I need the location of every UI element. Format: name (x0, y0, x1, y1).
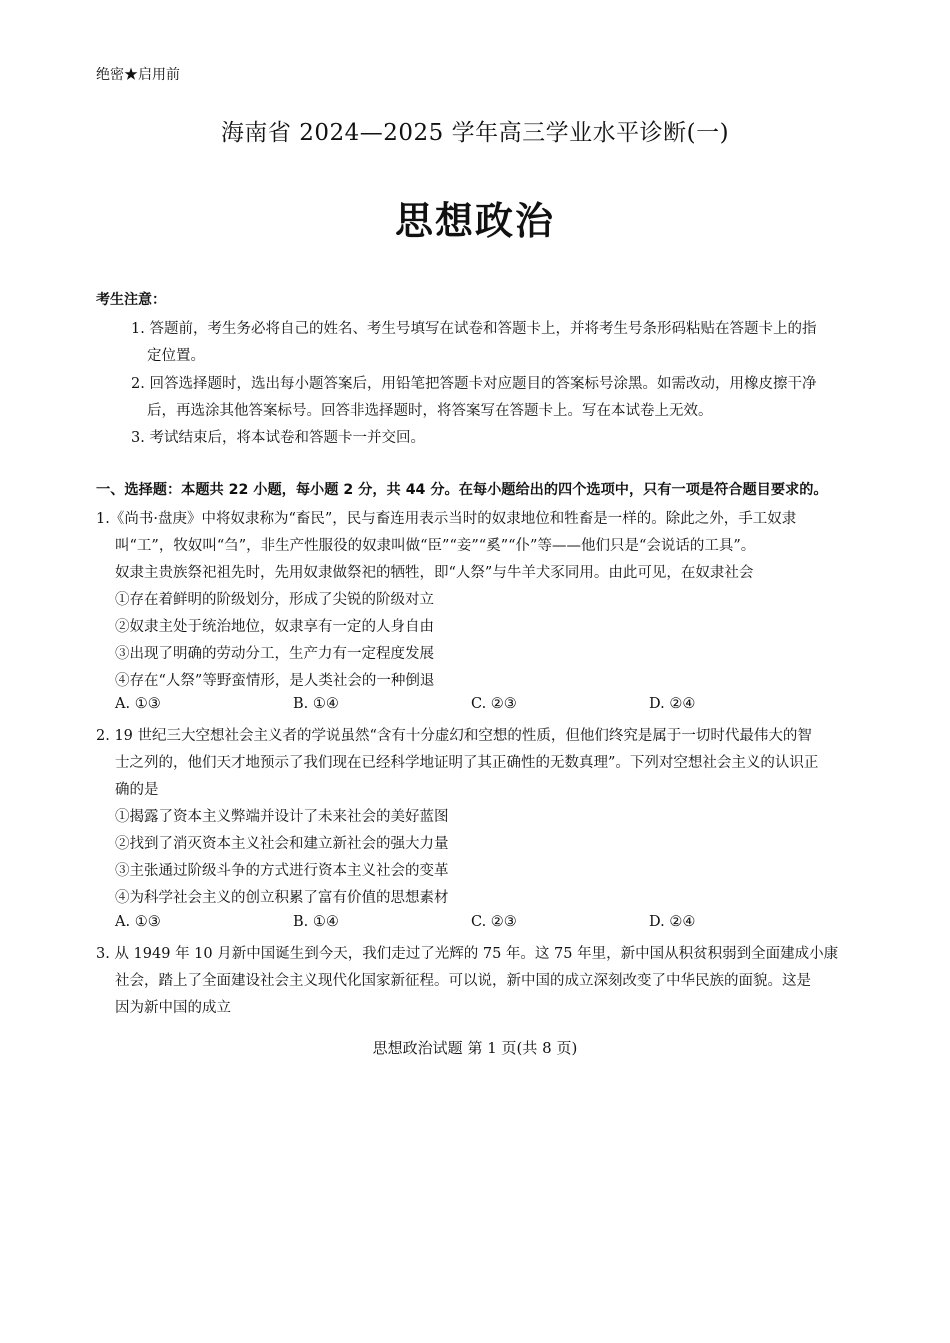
q2-statement-4: ④为科学社会主义的创立积累了富有价值的思想素材 (115, 890, 449, 906)
q2-stem-line-2: 士之列的，他们天才地预示了我们现在已经科学地证明了其正确性的无数真理”。下列对空想社会主义的认识正 (115, 755, 819, 771)
confidential-mark: 绝密★启用前 (96, 67, 180, 83)
q2-stem-line-3: 确的是 (115, 782, 159, 798)
q1-option-b: B. ①④ (293, 696, 339, 712)
page-footer: 思想政治试题 第 1 页(共 8 页) (372, 1039, 578, 1057)
q2-option-d: D. ②④ (649, 914, 696, 930)
q1-stem-line-3: 奴隶主贵族祭祀祖先时，先用奴隶做祭祀的牺牲，即“人祭”与牛羊犬豕同用。由此可见，在奴隶社会 (115, 565, 754, 581)
notice-item-2-line-1: 2. 回答选择题时，选出每小题答案后，用铅笔把答题卡对应题目的答案标号涂黑。如需改动，用橡皮擦干净 (131, 376, 817, 392)
notice-item-1-line-1: 1. 答题前，考生务必将自己的姓名、考生号填写在试卷和答题卡上，并将考生号条形码粘贴在答题卡上的指 (131, 321, 817, 337)
q2-statement-3: ③主张通过阶级斗争的方式进行资本主义社会的变革 (115, 863, 449, 879)
q3-stem-line-1: 3. 从 1949 年 10 月新中国诞生到今天，我们走过了光辉的 75 年。这 75 年里，新中国从积贫积弱到全面建成小康 (96, 946, 839, 962)
q1-option-d: D. ②④ (649, 696, 696, 712)
q1-stem-line-2: 叫“工”，牧奴叫“刍”，非生产性服役的奴隶叫做“臣”“妾”“奚”“仆”等——他们只是“会说话的工具”。 (115, 538, 756, 554)
q1-option-c: C. ②③ (471, 696, 517, 712)
notice-item-2-line-2: 后，再选涂其他答案标号。回答非选择题时，将答案写在答题卡上。写在本试卷上无效。 (147, 403, 713, 419)
subject-title: 思想政治 (394, 199, 555, 243)
q1-option-a: A. ①③ (115, 696, 161, 712)
notice-item-1-line-2: 定位置。 (147, 348, 205, 364)
q2-option-a: A. ①③ (115, 914, 161, 930)
section-heading: 一、选择题：本题共 22 小题，每小题 2 分，共 44 分。在每小题给出的四个选项中，只有一项是符合题目要求的。 (96, 482, 828, 498)
q3-stem-line-2: 社会，踏上了全面建设社会主义现代化国家新征程。可以说，新中国的成立深刻改变了中华民族的面貌。这是 (115, 973, 811, 989)
exam-title: 海南省 2024—2025 学年高三学业水平诊断(一) (220, 120, 730, 146)
q1-statement-3: ③出现了明确的劳动分工，生产力有一定程度发展 (115, 646, 434, 662)
q1-stem-line-1: 1.《尚书·盘庚》中将奴隶称为“畜民”，民与畜连用表示当时的奴隶地位和牲畜是一样的。除此之外，手工奴隶 (96, 511, 797, 527)
q1-statement-4: ④存在“人祭”等野蛮情形，是人类社会的一种倒退 (115, 673, 435, 689)
q2-statement-1: ①揭露了资本主义弊端并设计了未来社会的美好蓝图 (115, 809, 449, 825)
q2-statement-2: ②找到了消灭资本主义社会和建立新社会的强大力量 (115, 836, 449, 852)
q3-stem-line-3: 因为新中国的成立 (115, 1000, 231, 1016)
q1-statement-1: ①存在着鲜明的阶级划分，形成了尖锐的阶级对立 (115, 592, 434, 608)
q2-stem-line-1: 2. 19 世纪三大空想社会主义者的学说虽然“含有十分虚幻和空想的性质，但他们终究是属于一切时代最伟大的智 (96, 728, 812, 744)
q2-option-c: C. ②③ (471, 914, 517, 930)
q1-statement-2: ②奴隶主处于统治地位，奴隶享有一定的人身自由 (115, 619, 434, 635)
notice-item-3-line-1: 3. 考试结束后，将本试卷和答题卡一并交回。 (131, 430, 425, 446)
notice-heading: 考生注意： (96, 292, 166, 308)
q2-option-b: B. ①④ (293, 914, 339, 930)
